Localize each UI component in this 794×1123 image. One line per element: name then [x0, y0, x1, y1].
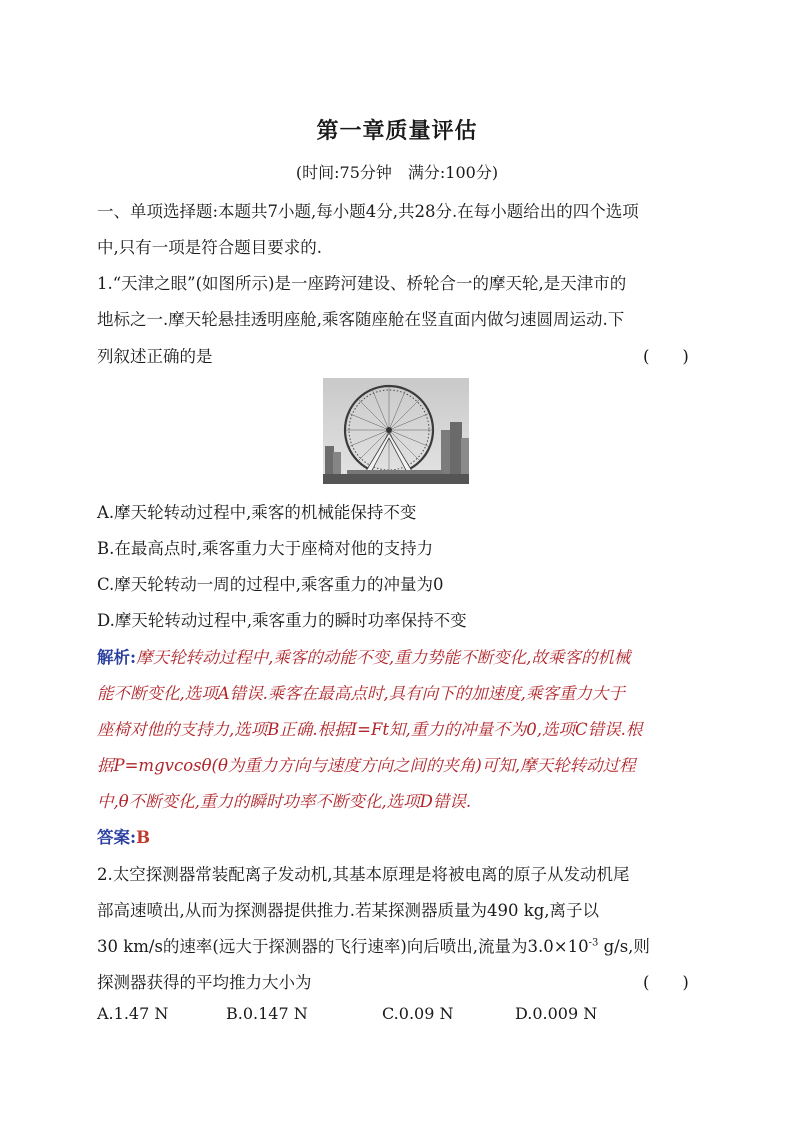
- analysis-text: 摩天轮转动过程中,乘客的动能不变,重力势能不断变化,故乘客的机械: [136, 648, 631, 667]
- section-instruction-cont: 中,只有一项是符合题目要求的.: [97, 238, 322, 257]
- q1-option-a: A.摩天轮转动过程中,乘客的机械能保持不变: [97, 503, 417, 522]
- q2-option-a: A.1.47 N: [97, 1004, 169, 1023]
- q1-answer-blank: ( ): [643, 347, 689, 366]
- q2-stem-line: 部高速喷出,从而为探测器提供推力.若某探测器质量为490 kg,离子以: [97, 901, 600, 920]
- q2-option-d: D.0.009 N: [515, 1004, 598, 1023]
- q2-stem-line: 探测器获得的平均推力大小为: [97, 973, 312, 992]
- q2-exponent: -3: [588, 937, 599, 949]
- q1-option-b: B.在最高点时,乘客重力大于座椅对他的支持力: [97, 539, 434, 558]
- q2-option-b: B.0.147 N: [226, 1004, 308, 1023]
- q1-analysis-line: 中,θ不断变化,重力的瞬时功率不断变化,选项D错误.: [97, 792, 472, 811]
- q2-answer-blank: ( ): [643, 973, 689, 992]
- analysis-label: 解析:: [97, 648, 137, 667]
- q1-stem-line: 地标之一.摩天轮悬挂透明座舱,乘客随座舱在竖直面内做匀速圆周运动.下: [97, 310, 625, 329]
- q2-stem-line: 2.太空探测器常装配离子发动机,其基本原理是将被电离的原子从发动机尾: [97, 865, 630, 884]
- exam-info: (时间:75分钟 满分:100分): [295, 163, 499, 182]
- q1-option-d: D.摩天轮转动过程中,乘客重力的瞬时功率保持不变: [97, 611, 467, 630]
- q1-analysis-line: 能不断变化,选项A错误.乘客在最高点时,具有向下的加速度,乘客重力大于: [97, 684, 625, 703]
- q1-answer: [97, 824, 697, 848]
- q2-option-c: C.0.09 N: [382, 1004, 454, 1023]
- q1-analysis-line: [97, 644, 697, 668]
- q2-stem-line: [97, 933, 697, 957]
- q1-stem-line: 列叙述正确的是: [97, 347, 213, 366]
- q2-stem-text: g/s,则: [598, 937, 650, 956]
- q1-option-c: C.摩天轮转动一周的过程中,乘客重力的冲量为0: [97, 575, 444, 594]
- page-title: 第一章质量评估: [316, 118, 478, 144]
- answer-label: 答案:: [97, 828, 137, 847]
- ferris-wheel-photo: [323, 378, 469, 484]
- section-instruction: 一、单项选择题:本题共7小题,每小题4分,共28分.在每小题给出的四个选项: [97, 202, 639, 221]
- q1-analysis-line: 据P=mgvcosθ(θ为重力方向与速度方向之间的夹角)可知,摩天轮转动过程: [97, 756, 636, 775]
- answer-value: B: [136, 828, 151, 847]
- q1-stem-line: 1.“天津之眼”(如图所示)是一座跨河建设、桥轮合一的摩天轮,是天津市的: [97, 274, 627, 293]
- q2-stem-text: 30 km/s的速率(远大于探测器的飞行速率)向后喷出,流量为3.0×10: [97, 937, 589, 956]
- q1-analysis-line: 座椅对他的支持力,选项B正确.根据I=Ft知,重力的冲量不为0,选项C错误.根: [97, 720, 643, 739]
